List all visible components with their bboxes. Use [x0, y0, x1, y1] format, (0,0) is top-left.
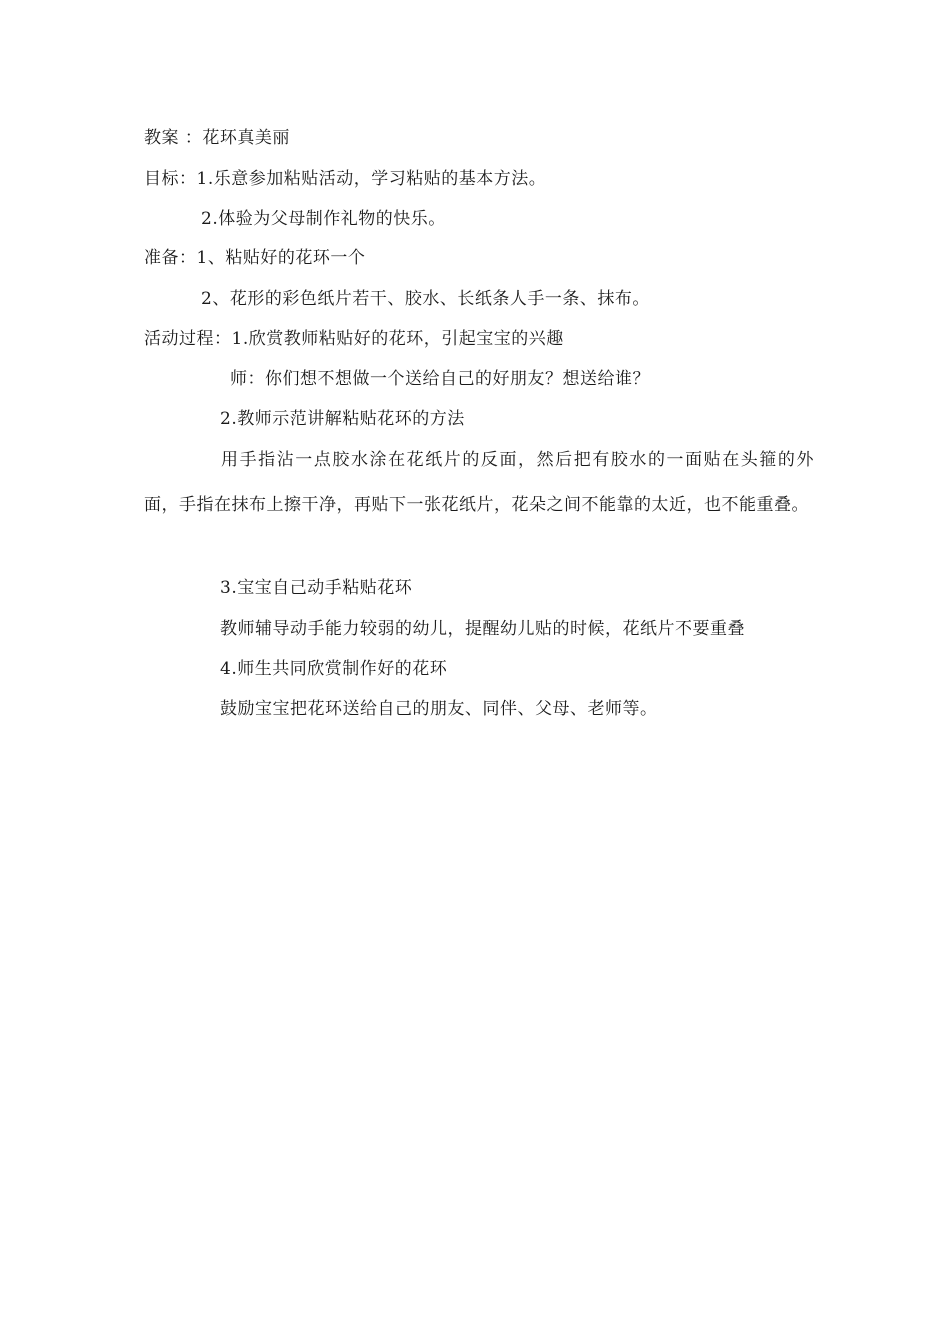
prep-line-1: 准备：1、粘贴好的花环一个: [144, 248, 366, 268]
prep-line-2: 2、花形的彩色纸片若干、胶水、长纸条人手一条、抹布。: [201, 289, 650, 309]
step-4-body: 鼓励宝宝把花环送给自己的朋友、同伴、父母、老师等。: [220, 699, 658, 719]
teacher-quote: 师：你们想不想做一个送给自己的好朋友？想送给谁？: [230, 369, 650, 389]
lesson-title: 教案 ：花环真美丽: [144, 128, 290, 148]
step-2-body: 用手指沾一点胶水涂在花纸片的反面，然后把有胶水的一面贴在头箍的外面，手指在抹布上擦干净，再贴下一张花纸片，花朵之间不能靠的太近，也不能重叠。: [144, 450, 814, 515]
step-3-body: 教师辅导动手能力较弱的幼儿，提醒幼儿贴的时候，花纸片不要重叠: [220, 619, 745, 639]
step-3-title: 3.宝宝自己动手粘贴花环: [220, 578, 413, 598]
step-4-title: 4.师生共同欣赏制作好的花环: [220, 659, 448, 679]
process-line-1: 活动过程：1.欣赏教师粘贴好的花环，引起宝宝的兴趣: [144, 329, 564, 349]
step-2-title: 2.教师示范讲解粘贴花环的方法: [220, 409, 465, 429]
goal-line-1: 目标：1.乐意参加粘贴活动，学习粘贴的基本方法。: [144, 169, 547, 189]
goal-line-2: 2.体验为父母制作礼物的快乐。: [201, 209, 446, 229]
